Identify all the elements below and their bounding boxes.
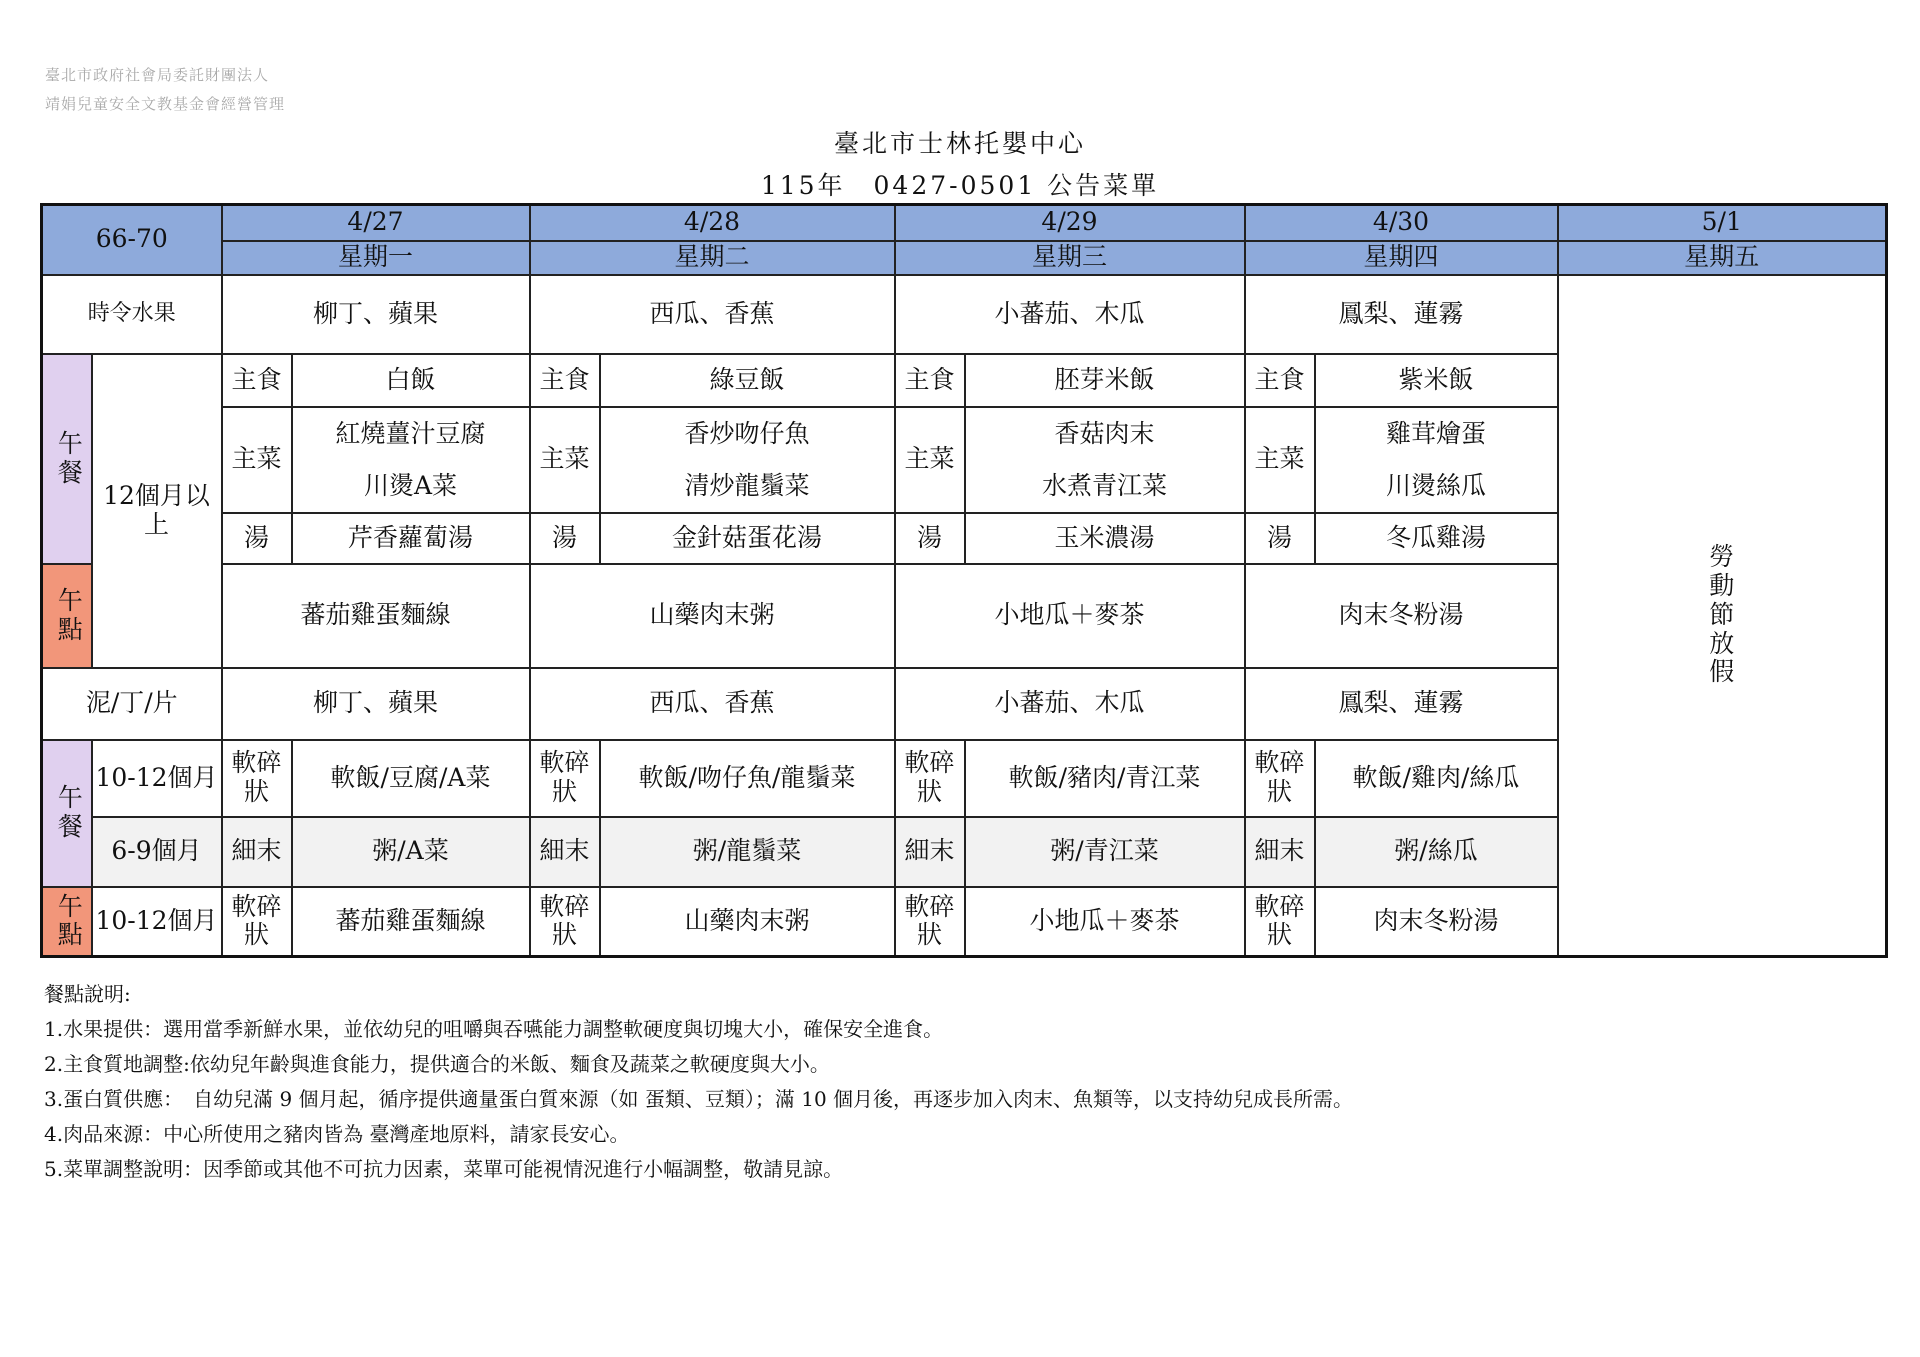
staple-label: 主食	[222, 354, 292, 407]
page-subtitle: 115年 0427-0501 公告菜單	[760, 171, 1160, 200]
age-12-label: 12個月以上	[92, 354, 222, 668]
puree-mon: 柳丁、蘋果	[222, 668, 530, 740]
soup-wed: 玉米濃湯	[965, 513, 1245, 564]
soup-thu: 冬瓜雞湯	[1315, 513, 1558, 564]
soft-lunch-thu: 軟飯/雞肉/絲瓜	[1315, 740, 1558, 817]
puree-label: 泥/丁/片	[42, 668, 222, 740]
soup-label: 湯	[222, 513, 292, 564]
puree-thu: 鳳梨、蓮霧	[1245, 668, 1558, 740]
soup-label: 湯	[1245, 513, 1315, 564]
note-1: 1.水果提供：選用當季新鮮水果，並依幼兒的咀嚼與吞嚥能力調整軟硬度與切塊大小，確保安全進食。	[44, 1017, 944, 1041]
date-wed: 4/29	[895, 205, 1245, 241]
main-thu: 雞茸燴蛋 川燙絲瓜	[1315, 407, 1558, 513]
main-mon: 紅燒薑汁豆腐 川燙A菜	[292, 407, 530, 513]
meal-notes	[44, 977, 1353, 1187]
soft-snack-tue: 山藥肉末粥	[600, 887, 895, 957]
fine-lunch-wed: 粥/青江菜	[965, 817, 1245, 887]
age-6-9-label: 6-9個月	[92, 817, 222, 887]
weekday-wed: 星期三	[895, 241, 1245, 275]
weekday-tue: 星期二	[530, 241, 895, 275]
soft-label: 軟碎狀	[530, 740, 600, 817]
weekday-thu: 星期四	[1245, 241, 1558, 275]
staple-wed: 胚芽米飯	[965, 354, 1245, 407]
staple-label: 主食	[895, 354, 965, 407]
weekday-mon: 星期一	[222, 241, 530, 275]
snack-tue: 山藥肉末粥	[530, 564, 895, 668]
infant-lunch-label: 午餐	[42, 740, 92, 887]
weekday-fri: 星期五	[1558, 241, 1887, 275]
menu-table	[40, 203, 1888, 958]
staple-label: 主食	[530, 354, 600, 407]
soup-mon: 芹香蘿蔔湯	[292, 513, 530, 564]
soft-snack-wed: 小地瓜＋麥茶	[965, 887, 1245, 957]
soft-label: 軟碎狀	[530, 887, 600, 957]
date-tue: 4/28	[530, 205, 895, 241]
notes-title: 餐點說明:	[44, 982, 131, 1006]
soft-label: 軟碎狀	[895, 887, 965, 957]
fine-label: 細末	[1245, 817, 1315, 887]
org-line-1: 臺北市政府社會局委託財團法人	[45, 66, 270, 84]
staple-tue: 綠豆飯	[600, 354, 895, 407]
soft-label: 軟碎狀	[895, 740, 965, 817]
lunch-label: 午餐	[42, 354, 92, 564]
holiday-text: 勞動節放假	[1709, 542, 1735, 687]
main-label: 主菜	[530, 407, 600, 513]
fine-label: 細末	[895, 817, 965, 887]
soft-label: 軟碎狀	[222, 740, 292, 817]
date-thu: 4/30	[1245, 205, 1558, 241]
soup-label: 湯	[530, 513, 600, 564]
snack-mon: 蕃茄雞蛋麵線	[222, 564, 530, 668]
note-5: 5.菜單調整說明：因季節或其他不可抗力因素，菜單可能視情況進行小幅調整，敬請見諒。	[44, 1157, 844, 1181]
staple-mon: 白飯	[292, 354, 530, 407]
note-2: 2.主食質地調整:依幼兒年齡與進食能力，提供適合的米飯、麵食及蔬菜之軟硬度與大小。	[44, 1052, 830, 1076]
fine-label: 細末	[530, 817, 600, 887]
fruit-label: 時令水果	[42, 275, 222, 354]
staple-label: 主食	[1245, 354, 1315, 407]
note-4: 4.肉品來源：中心所使用之豬肉皆為 臺灣產地原料，請家長安心。	[44, 1122, 630, 1146]
fruit-tue: 西瓜、香蕉	[530, 275, 895, 354]
puree-tue: 西瓜、香蕉	[530, 668, 895, 740]
snack-wed: 小地瓜＋麥茶	[895, 564, 1245, 668]
main-wed: 香菇肉末 水煮青江菜	[965, 407, 1245, 513]
soft-snack-thu: 肉末冬粉湯	[1315, 887, 1558, 957]
fine-lunch-mon: 粥/A菜	[292, 817, 530, 887]
soft-lunch-wed: 軟飯/豬肉/青江菜	[965, 740, 1245, 817]
page-title: 臺北市士林托嬰中心	[833, 129, 1086, 158]
main-label: 主菜	[895, 407, 965, 513]
soup-tue: 金針菇蛋花湯	[600, 513, 895, 564]
fruit-wed: 小蕃茄、木瓜	[895, 275, 1245, 354]
fine-lunch-tue: 粥/龍鬚菜	[600, 817, 895, 887]
snack-label: 午點	[42, 564, 92, 668]
soup-label: 湯	[895, 513, 965, 564]
holiday-cell	[1558, 275, 1887, 957]
fine-lunch-thu: 粥/絲瓜	[1315, 817, 1558, 887]
soft-lunch-mon: 軟飯/豆腐/A菜	[292, 740, 530, 817]
org-line-2: 靖娟兒童安全文教基金會經營管理	[45, 95, 286, 113]
age-10-12-snack-label: 10-12個月	[92, 887, 222, 957]
infant-snack-label: 午點	[42, 887, 92, 957]
date-mon: 4/27	[222, 205, 530, 241]
soft-snack-mon: 蕃茄雞蛋麵線	[292, 887, 530, 957]
fine-label: 細末	[222, 817, 292, 887]
note-3: 3.蛋白質供應： 自幼兒滿 9 個月起，循序提供適量蛋白質來源（如 蛋類、豆類）；滿 10 個月後，再逐步加入肉末、魚類等，以支持幼兒成長所需。	[44, 1087, 1354, 1111]
soft-lunch-tue: 軟飯/吻仔魚/龍鬚菜	[600, 740, 895, 817]
soft-label: 軟碎狀	[1245, 740, 1315, 817]
date-fri: 5/1	[1558, 205, 1887, 241]
soft-label: 軟碎狀	[1245, 887, 1315, 957]
fruit-mon: 柳丁、蘋果	[222, 275, 530, 354]
main-tue: 香炒吻仔魚 清炒龍鬚菜	[600, 407, 895, 513]
age-10-12-label: 10-12個月	[92, 740, 222, 817]
staple-thu: 紫米飯	[1315, 354, 1558, 407]
puree-wed: 小蕃茄、木瓜	[895, 668, 1245, 740]
main-label: 主菜	[222, 407, 292, 513]
main-label: 主菜	[1245, 407, 1315, 513]
soft-label: 軟碎狀	[222, 887, 292, 957]
age-range-header: 66-70	[42, 205, 222, 275]
snack-thu: 肉末冬粉湯	[1245, 564, 1558, 668]
fruit-thu: 鳳梨、蓮霧	[1245, 275, 1558, 354]
